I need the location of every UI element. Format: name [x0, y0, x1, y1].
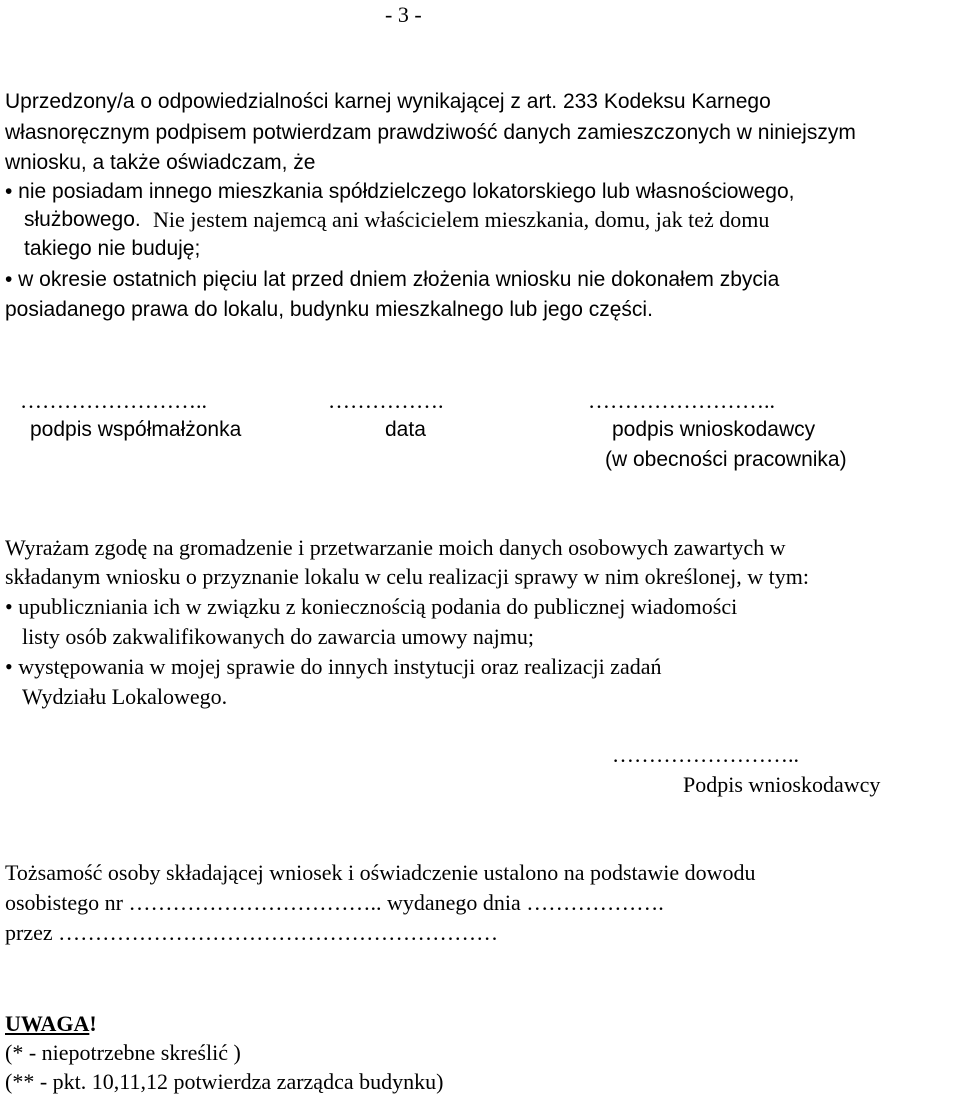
spouse-signature-dots: ……………………..: [20, 388, 207, 413]
consent-bullet-1-line-2: listy osób zakwalifikowanych do zawarcia umowy najmu;: [22, 624, 534, 649]
declaration-line-1: Uprzedzony/a o odpowiedzialności karnej wynikającej z art. 233 Kodeksu Karnego: [5, 90, 771, 113]
declaration-bullet-2-line-1: • w okresie ostatnich pięciu lat przed dniem złożenia wniosku nie dokonałem zbycia: [5, 268, 780, 291]
identity-line-1: Tożsamość osoby składającej wniosek i oświadczenie ustalono na podstawie dowodu: [5, 860, 756, 885]
consent-bullet-1-line-1: • upubliczniania ich w związku z koniecznością podania do publicznej wiadomości: [5, 594, 738, 619]
applicant-signature-dots: ……………………..: [588, 388, 775, 413]
declaration-line-3: wniosku, a także oświadczam, że: [5, 151, 316, 174]
notes-heading-main: UWAGA: [5, 1011, 90, 1036]
note-2: (** - pkt. 10,11,12 potwierdza zarządca budynku): [5, 1069, 444, 1094]
declaration-bullet-1-line-1: • nie posiadam innego mieszkania spółdzielczego lokatorskiego lub własnościowego,: [5, 180, 795, 203]
spouse-signature-label: podpis współmałżonka: [30, 418, 242, 441]
identity-line-2: osobistego nr …………………………….. wydanego dnia ……………….: [5, 890, 664, 915]
declaration-bullet-1-line-2b: Nie jestem najemcą ani właścicielem mieszkania, domu, jak też domu: [153, 207, 770, 232]
identity-line-3: przez ……………………………………………………: [5, 920, 499, 945]
page-number: - 3 -: [385, 2, 422, 27]
applicant-consent-signature-dots: ……………………..: [612, 742, 799, 767]
declaration-line-2: własnoręcznym podpisem potwierdzam prawdziwość danych zamieszczonych w niniejszym: [5, 121, 856, 144]
applicant-signature-label: podpis wnioskodawcy: [612, 418, 816, 441]
consent-bullet-2-line-2: Wydziału Lokalowego.: [22, 684, 228, 709]
consent-bullet-2-line-1: • występowania w mojej sprawie do innych instytucji oraz realizacji zadań: [5, 654, 662, 679]
declaration-bullet-1-line-3: takiego nie buduję;: [24, 237, 201, 260]
notes-heading: [5, 1011, 97, 1037]
consent-line-2: składanym wniosku o przyznanie lokalu w celu realizacji sprawy w nim określonej, w tym:: [5, 564, 810, 589]
date-label: data: [385, 418, 426, 441]
date-dots: …………….: [328, 388, 444, 413]
note-1: (* - niepotrzebne skreślić ): [5, 1040, 241, 1065]
consent-line-1: Wyrażam zgodę na gromadzenie i przetwarzanie moich danych osobowych zawartych w: [5, 535, 786, 560]
declaration-bullet-2-line-2: posiadanego prawa do lokalu, budynku mieszkalnego lub jego części.: [5, 298, 653, 321]
notes-heading-mark: !: [89, 1011, 97, 1036]
declaration-bullet-1-line-2a: służbowego.: [24, 208, 141, 231]
applicant-consent-signature-label: Podpis wnioskodawcy: [683, 772, 881, 797]
applicant-signature-note: (w obecności pracownika): [605, 448, 847, 471]
